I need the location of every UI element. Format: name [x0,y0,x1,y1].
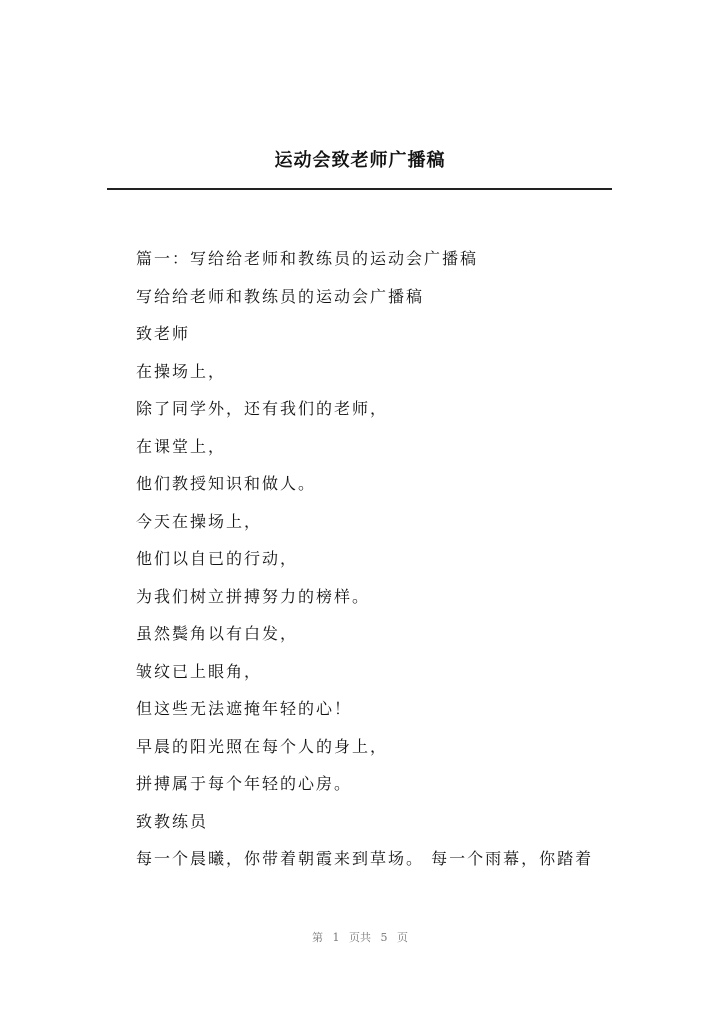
document-title: 运动会致老师广播稿 [274,150,446,171]
body-line: 早晨的阳光照在每个人的身上， [136,736,389,756]
body-line: 他们以自已的行动， [136,549,299,568]
footer-middle: 页共 [349,931,371,944]
body-line: 在课堂上， [136,436,227,456]
body-line: 在操场上， [136,361,227,381]
body-line: 致老师 [136,324,191,343]
body-line: 每一个晨曦，你带着朝霞来到草场。 每一个雨幕，你踏着 [136,849,594,868]
body-line: 篇一：写给给老师和教练员的运动会广播稿 [136,249,479,268]
body-line: 虽然鬓角以有白发， [136,624,299,643]
body-line: 拼搏属于每个年轻的心房。 [136,774,353,793]
footer-total-pages: 5 [380,931,388,944]
footer-suffix: 页 [397,931,408,944]
body-line: 今天在操场上， [136,511,263,531]
title-divider [107,188,612,190]
body-line: 皱纹已上眼角， [136,661,263,681]
body-line: 写给给老师和教练员的运动会广播稿 [136,286,425,306]
body-line: 但这些无法遮掩年轻的心！ [136,699,353,718]
footer-page-number: 1 [332,931,340,944]
body-line: 他们教授知识和做人。 [136,474,317,493]
body-line: 除了同学外，还有我们的老师， [136,399,389,418]
document-body [136,240,636,878]
footer-prefix: 第 [312,931,323,944]
page-footer [0,929,720,945]
body-line: 致教练员 [136,811,209,831]
body-line: 为我们树立拼搏努力的榜样。 [136,586,371,606]
